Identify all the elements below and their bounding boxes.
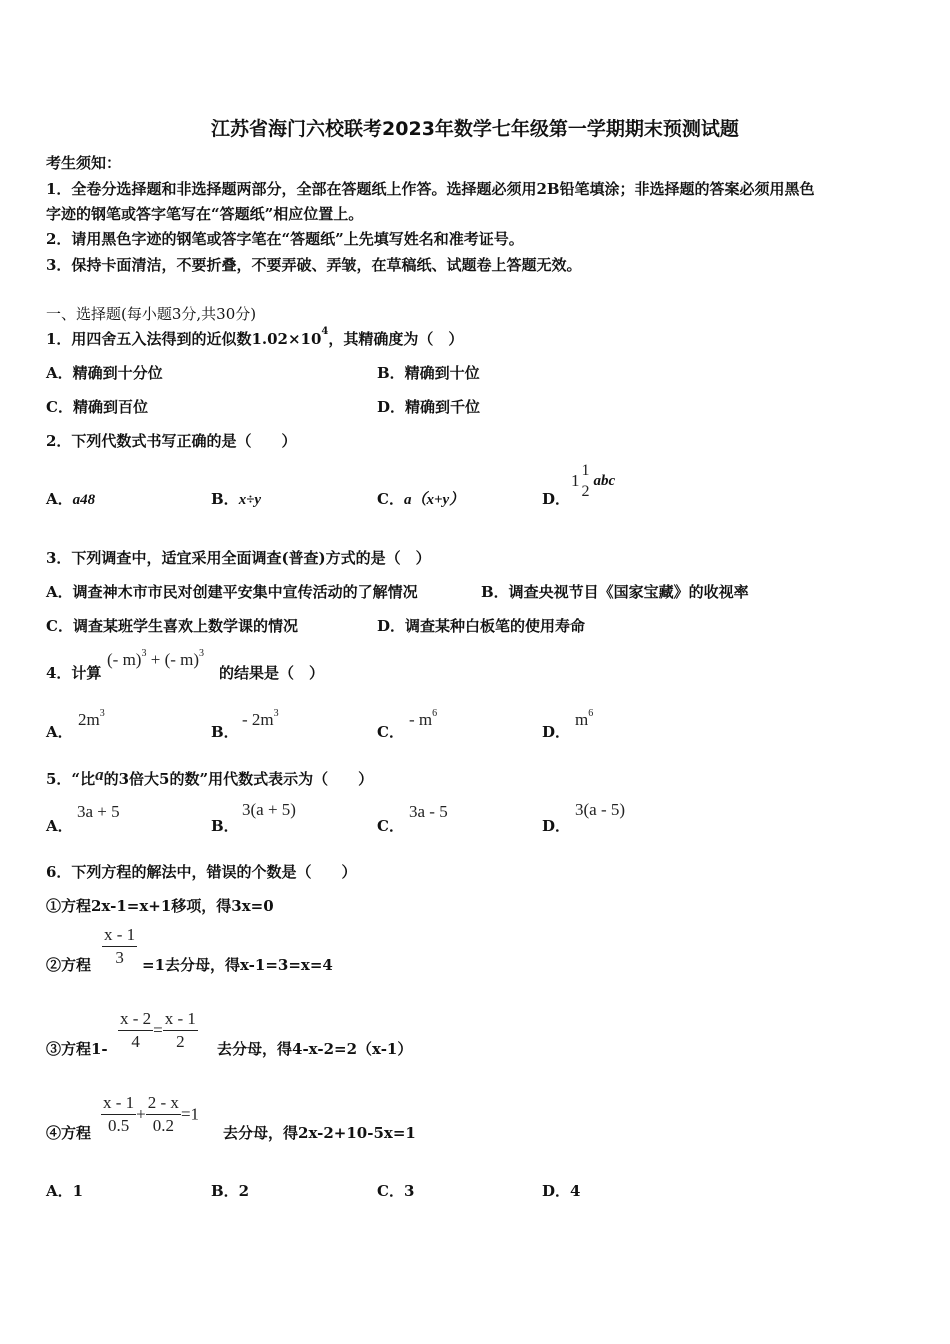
q4-option-a-label: A．	[46, 723, 73, 741]
q4-option-b-expr: - $2m^3$	[242, 708, 279, 729]
q5-option-b-label: B．	[211, 817, 239, 835]
q6-item-2b: =1去分母，得x-1=3=x=4	[142, 956, 333, 974]
q6-option-b: B．2	[211, 1182, 250, 1200]
notice-heading: 考生须知：	[46, 154, 122, 172]
q5-option-c-label: C．	[377, 817, 404, 835]
q5-option-a-expr: 3a + 5	[77, 802, 120, 821]
q5-stem: 5．“比a的3倍大5的数”用代数式表示为（ ）	[46, 765, 374, 788]
q4-stem-a: 4．计算	[46, 664, 102, 682]
q6-item-4a: ④方程	[46, 1124, 92, 1142]
q5-option-d-expr: 3(a - 5)	[575, 800, 626, 819]
q6-item-2a: ②方程	[46, 956, 92, 974]
notice-line-1a: 1．全卷分选择题和非选择题两部分，全部在答题纸上作答。选择题必须用2B铅笔填涂；非选择题的答案必须用黑色	[46, 180, 815, 198]
q4-expression: (- m)$^3$ + (- m)$^3$	[107, 648, 205, 669]
q4-option-d-label: D．	[542, 723, 571, 741]
q3-stem: 3．下列调查中，适宜采用全面调查(普查)方式的是（ ）	[46, 549, 431, 567]
q1-option-b: B．精确到十位	[377, 364, 480, 382]
q5-option-d-label: D．	[542, 817, 571, 835]
q1-option-c: C．精确到百位	[46, 398, 148, 416]
q6-item-1: ①方程2x-1=x+1移项，得3x=0	[46, 897, 274, 915]
q6-item-3-equation: $\frac{x - 2}{4}$ = $\frac{x - 1}{2}$	[120, 1009, 196, 1051]
q3-option-b: B．调查央视节目《国家宝藏》的收视率	[481, 583, 749, 601]
notice-line-3: 3．保持卡面清洁，不要折叠，不要弄破、弄皱，在草稿纸、试题卷上答题无效。	[46, 256, 582, 274]
q4-option-b-label: B．	[211, 723, 239, 741]
q4-option-d-expr: $m^6$	[575, 708, 594, 729]
q6-item-3b: 去分母，得4-x-2=2（x-1）	[217, 1040, 413, 1058]
q4-option-c-expr: - $m^6$	[409, 708, 438, 729]
q4-option-a-expr: $2m^3$	[78, 708, 105, 729]
q5-option-b-expr: 3(a + 5)	[242, 800, 296, 819]
q4-stem-b: 的结果是（ ）	[219, 664, 325, 682]
notice-line-2: 2．请用黑色字迹的钢笔或答字笔在“答题纸”上先填写姓名和准考证号。	[46, 230, 524, 248]
q2-option-a: A．a48	[46, 490, 96, 508]
q2-option-c: C．a（x+y）	[377, 490, 465, 508]
q3-option-d: D．调查某种白板笔的使用寿命	[377, 617, 586, 635]
q6-option-a: A．1	[46, 1182, 84, 1200]
q3-option-c: C．调查某班学生喜欢上数学课的情况	[46, 617, 298, 635]
section-heading: 一、选择题(每小题3分,共30分)	[46, 305, 257, 323]
q1-option-a: A．精确到十分位	[46, 364, 163, 382]
q6-item-4-equation: $\frac{x - 1}{0.5}$ + $\frac{2 - x}{0.2}$ =1	[103, 1093, 200, 1135]
q6-option-c: C．3	[377, 1182, 415, 1200]
q2-option-d-label: D．	[542, 490, 571, 508]
page-title: 江苏省海门六校联考2023年数学七年级第一学期期末预测试题	[211, 118, 739, 140]
q6-item-4b: 去分母，得2x-2+10-5x=1	[223, 1124, 416, 1142]
notice-line-1b: 字迹的钢笔或答字笔写在“答题纸”相应位置上。	[46, 205, 364, 223]
q6-option-d: D．4	[542, 1182, 581, 1200]
q5-option-c-expr: 3a - 5	[409, 802, 448, 821]
q2-option-b: B．x÷y	[211, 490, 262, 508]
q1-stem: 1．用四舍五入法得到的近似数$1.02\times 10^4$，其精确度为（ ）	[46, 326, 464, 348]
q4-option-c-label: C．	[377, 723, 404, 741]
q6-item-3a: ③方程1-	[46, 1040, 108, 1058]
q3-option-a: A．调查神木市市民对创建平安集中宣传活动的了解情况	[46, 583, 418, 601]
q6-stem: 6．下列方程的解法中，错误的个数是（ ）	[46, 863, 357, 881]
q5-option-a-label: A．	[46, 817, 73, 835]
q6-item-2-fraction: $\frac{x - 1}{3}$	[104, 925, 136, 967]
q2-option-d-expr: 1 1 2 abc	[571, 462, 616, 500]
q1-option-d: D．精确到千位	[377, 398, 481, 416]
q2-stem: 2．下列代数式书写正确的是（ ）	[46, 432, 297, 450]
